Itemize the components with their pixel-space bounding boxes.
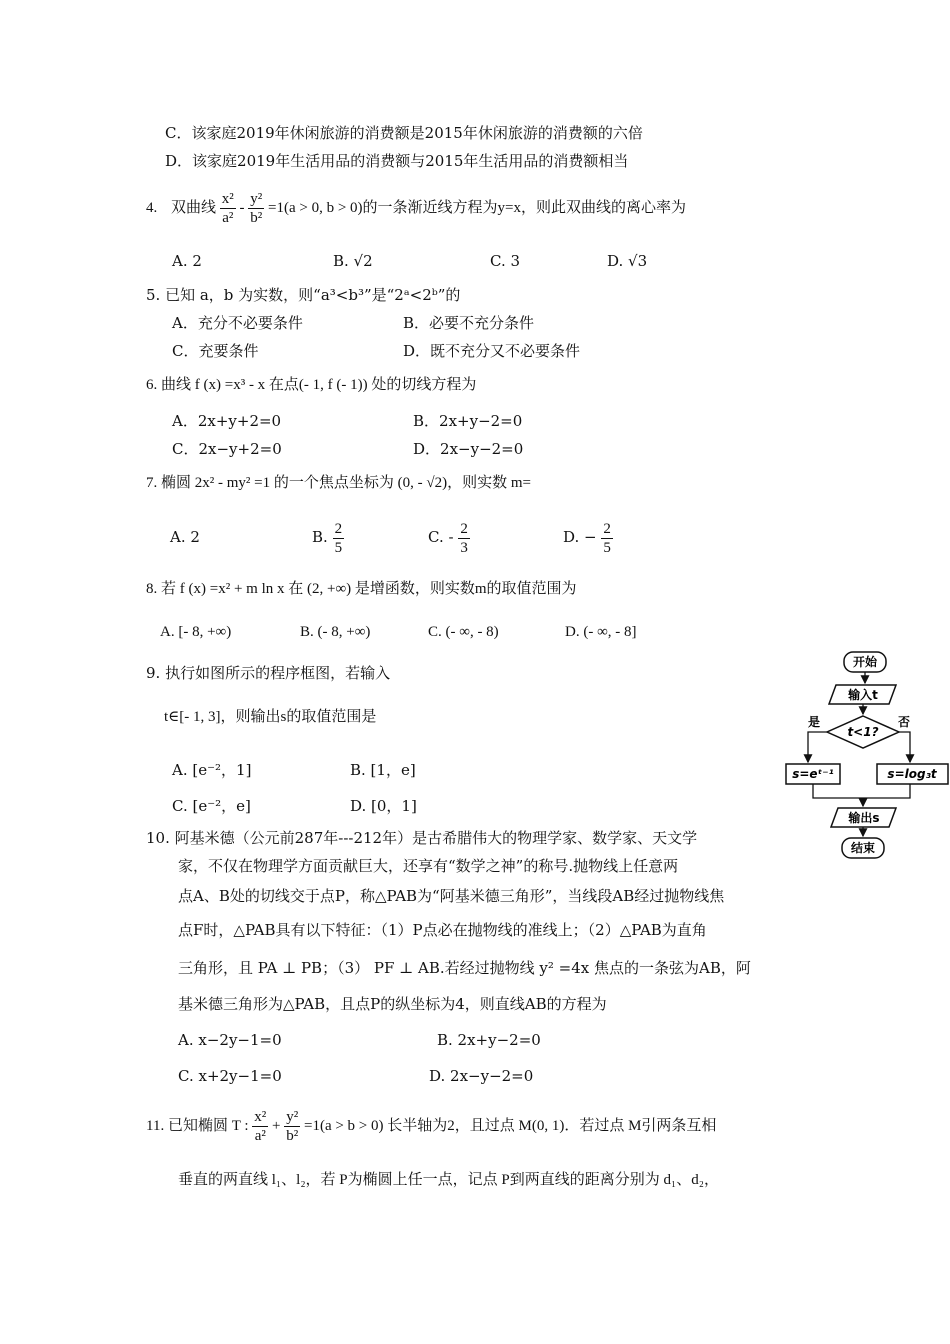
- q4-option-d: D. √3: [607, 252, 648, 270]
- flow-yes: 是: [807, 715, 821, 729]
- q5-option-c: C．充要条件: [172, 342, 259, 360]
- flowchart: [784, 650, 950, 862]
- q4-minus: -: [235, 200, 249, 216]
- flow-start: 开始: [852, 655, 878, 669]
- q6-option-c: C．2x−y+2=0: [172, 440, 282, 458]
- q5-option-a: A．充分不必要条件: [172, 314, 303, 332]
- q8-option-c: C. (- ∞, - 8): [428, 624, 499, 640]
- q7-option-a: A. 2: [170, 528, 200, 546]
- q7-option-b: B. $\frac{2}{5}$: [312, 520, 343, 556]
- q6-option-d: D．2x−y−2=0: [413, 440, 524, 458]
- q6-stem: 6. 曲线 f (x) =x³ - x 在点(- 1, f (- 1)) 处的切线方程为: [146, 377, 477, 393]
- q9-option-b: B. [1，e]: [350, 761, 416, 779]
- flow-condition: t<1?: [847, 725, 879, 739]
- q10-line-1: 10. 阿基米德（公元前287年---212年）是古希腊伟大的物理学家、数学家、天文学: [146, 829, 698, 847]
- q7-d-frac: $\frac{2}{5}$: [603, 520, 611, 556]
- q11-frac-x: $\frac{\text{x²}}{\text{a²}}$: [254, 1109, 267, 1145]
- q7-c-frac: $\frac{2}{3}$: [460, 520, 468, 556]
- q10-line-5: 三角形，且 PA ⊥ PB；（3） PF ⊥ AB.若经过抛物线 y² =4x 焦点的一条弦为AB，阿: [178, 959, 751, 977]
- flow-output: 输出s: [848, 811, 880, 825]
- q8-option-d: D. (- ∞, - 8]: [565, 624, 637, 640]
- q10-line-6: 基米德三角形为△PAB，且点P的纵坐标为4，则直线AB的方程为: [178, 995, 607, 1013]
- q11-plus: +: [268, 1118, 285, 1134]
- q9-option-c: C. [e⁻²，e]: [172, 797, 251, 815]
- q4-eq: =1(a > 0, b > 0): [264, 200, 363, 216]
- q11-line-2: 垂直的两直线 l₁、l₂，若 P为椭圆上任一点，记点 P到两直线的距离分别为 d₁、d₂，: [178, 1172, 719, 1188]
- q9-option-a: A. [e⁻²，1]: [172, 761, 252, 779]
- q8-stem: 8. 若 f (x) =x² + m ln x 在 (2, +∞) 是增函数，则实数m的取值范围为: [146, 581, 577, 597]
- flow-right: s=log₃t: [887, 767, 937, 781]
- q4-pre: 双曲线: [171, 200, 217, 216]
- q9-stem-2: t∈[- 1, 3]，则输出s的取值范围是: [164, 709, 377, 725]
- flow-end: 结束: [850, 841, 876, 855]
- q6-option-a: A．2x+y+2=0: [172, 412, 282, 430]
- q7-stem: 7. 椭圆 2x² - my² =1 的一个焦点坐标为 (0, - √2)，则实数 m=: [146, 475, 531, 491]
- q10-line-4: 点F时，△PAB具有以下特征：（1）P点必在抛物线的准线上；（2）△PAB为直角: [178, 921, 707, 939]
- q10-line-3: 点A、B处的切线交于点P，称△PAB为“阿基米德三角形”，当线段AB经过抛物线焦: [178, 887, 725, 905]
- q9-option-d: D. [0，1]: [350, 797, 417, 815]
- q3-option-c: C．该家庭2019年休闲旅游的消费额是2015年休闲旅游的消费额的六倍: [165, 124, 643, 142]
- q7-option-c: C. - $\frac{2}{3}$: [428, 520, 468, 556]
- q8-option-a: A. [- 8, +∞): [160, 624, 232, 640]
- q4-stem: [146, 186, 686, 230]
- q4-frac-x: $\frac{\text{x²}}{\text{a²}}$: [221, 191, 234, 227]
- q5-stem: 5. 已知 a，b 为实数，则“a³<b³”是“2ᵃ<2ᵇ”的: [146, 286, 461, 304]
- q11-pre: 11. 已知椭圆 T :: [146, 1118, 249, 1134]
- flow-no: 否: [897, 715, 911, 729]
- q7-option-d: D. − $\frac{2}{5}$: [563, 520, 611, 556]
- q10-option-c: C. x+2y−1=0: [178, 1067, 282, 1085]
- q4-option-b: B. √2: [333, 252, 373, 270]
- q10-line-2: 家，不仅在物理学方面贡献巨大，还享有“数学之神”的称号.抛物线上任意两: [178, 857, 679, 875]
- q11-frac-y: $\frac{\text{y²}}{\text{b²}}$: [286, 1109, 299, 1145]
- q4-post: 的一条渐近线方程为y=x，则此双曲线的离心率为: [362, 200, 687, 216]
- q8-option-b: B. (- 8, +∞): [300, 624, 371, 640]
- flow-input: 输入t: [848, 688, 878, 702]
- q5-option-b: B．必要不充分条件: [403, 314, 535, 332]
- q9-stem-1: 9. 执行如图所示的程序框图，若输入: [146, 664, 391, 682]
- q11-post: =1(a > b > 0) 长半轴为2，且过点 M(0, 1)．若过点 M引两条互相: [300, 1118, 717, 1134]
- q10-option-a: A. x−2y−1=0: [178, 1031, 282, 1049]
- q6-option-b: B．2x+y−2=0: [413, 412, 523, 430]
- q3-option-d: D．该家庭2019年生活用品的消费额与2015年生活用品的消费额相当: [165, 152, 629, 170]
- q7-b-frac: $\frac{2}{5}$: [334, 520, 343, 556]
- q10-option-b: B. 2x+y−2=0: [437, 1031, 541, 1049]
- q4-option-a: A. 2: [172, 252, 202, 270]
- q4-option-c: C. 3: [490, 252, 521, 270]
- q11-stem: [146, 1104, 716, 1148]
- q4-number: 4.: [146, 200, 158, 216]
- q4-frac-y: $\frac{\text{y²}}{\text{b²}}$: [250, 191, 263, 227]
- q10-option-d: D. 2x−y−2=0: [429, 1067, 534, 1085]
- q5-option-d: D．既不充分又不必要条件: [403, 342, 581, 360]
- flow-left: s=eᵗ⁻¹: [792, 767, 834, 781]
